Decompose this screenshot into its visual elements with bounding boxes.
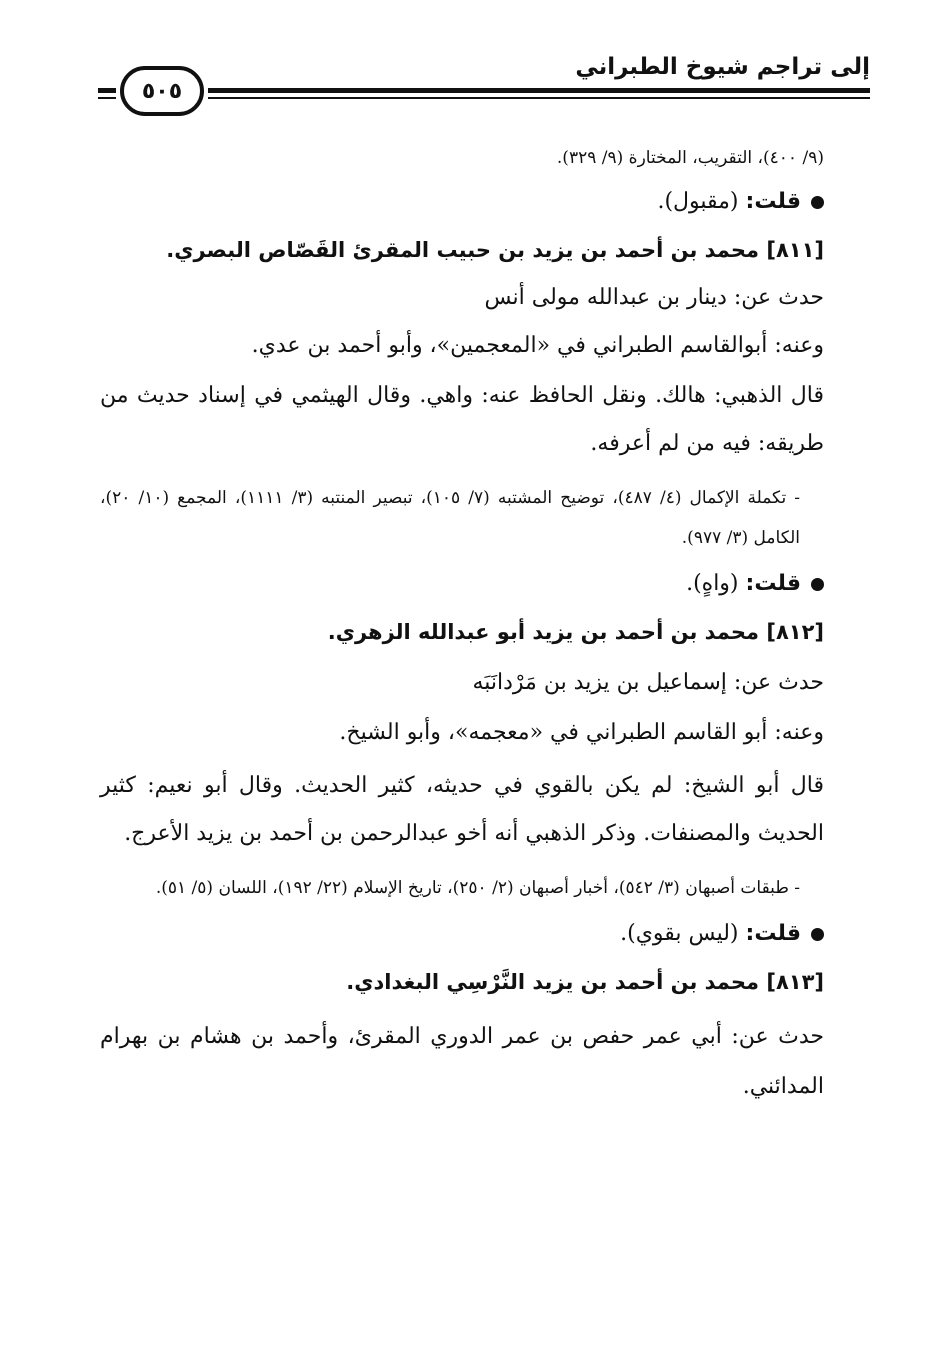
- verdict-text: (واهٍ).: [686, 571, 739, 596]
- verdict-label: قلت:: [745, 921, 801, 946]
- header-rule-left-thick: [98, 88, 116, 93]
- verdict-line: [100, 180, 870, 224]
- narrated-by: وعنه: أبو القاسم الطبراني في «معجمه»، وأبو الشيخ.: [339, 720, 824, 745]
- entry-heading-812: [٨١٢] محمد بن أحمد بن يزيد أبو عبدالله الزهري.: [327, 620, 824, 644]
- entry-heading-813: [٨١٣] محمد بن أحمد بن يزيد النَّرْسِي البغدادي.: [346, 970, 824, 994]
- running-title: إلى تراجم شيوخ الطبراني: [575, 54, 870, 80]
- verdict-label: قلت:: [745, 189, 801, 214]
- bullet-icon: [811, 196, 824, 209]
- scholar-opinions: قال الذهبي: هالك. ونقل الحافظ عنه: واهي. وقال الهيثمي في إسناد حديث من طريقه: فيه من لم أعرفه.: [100, 383, 824, 456]
- page-content: [100, 140, 870, 1112]
- page-number: ٥٠٥: [141, 78, 183, 104]
- header-rule-left-thin: [98, 97, 116, 99]
- header-rule-thin: [208, 97, 870, 99]
- scholar-opinions: قال أبو الشيخ: لم يكن بالقوي في حديثه، كثير الحديث. وقال أبو نعيم: كثير الحديث والمصنفات. وذكر الذهبي أنه أخو عبدالرحمن بن أحمد بن يزيد الأعرج.: [100, 773, 824, 846]
- references-list: - طبقات أصبهان (٣/ ٥٤٢)، أخبار أصبهان (٢/ ٢٥٠)، تاريخ الإسلام (٢٢/ ١٩٢)، اللسان (٥/ ٥١).: [155, 878, 800, 898]
- entry-heading-811: [٨١١] محمد بن أحمد بن يزيد بن حبيب المقرئ القَصّاص البصري.: [166, 238, 824, 262]
- bullet-icon: [811, 928, 824, 941]
- narrated-from: حدث عن: إسماعيل بن يزيد بن مَرْدانَبَه: [472, 670, 824, 695]
- reference-continuation: (٩/ ٤٠٠)، التقريب، المختارة (٩/ ٣٢٩).: [556, 148, 824, 168]
- page-header: [98, 48, 870, 110]
- header-rule-thick: [208, 88, 870, 93]
- verdict-line: [100, 562, 870, 606]
- narrated-from: حدث عن: أبي عمر حفص بن عمر الدوري المقرئ، وأحمد بن هشام بن بهرام المدائني.: [100, 1024, 824, 1099]
- references-list: - تكملة الإكمال (٤/ ٤٨٧)، توضيح المشتبه (٧/ ١٠٥)، تبصير المنتبه (٣/ ١١١١)، المجمع (١٠/ ٢٠)، الكامل (٣/ ٩٧٧).: [100, 488, 800, 548]
- narrated-by: وعنه: أبوالقاسم الطبراني في «المعجمين»، وأبو أحمد بن عدي.: [251, 333, 824, 358]
- verdict-label: قلت:: [745, 571, 801, 596]
- verdict-text: (مقبول).: [657, 189, 739, 214]
- narrated-from: حدث عن: دينار بن عبدالله مولى أنس: [484, 285, 824, 310]
- bullet-icon: [811, 578, 824, 591]
- page-number-badge: [120, 66, 204, 116]
- verdict-text: (ليس بقوي).: [620, 921, 739, 946]
- verdict-line: [100, 912, 870, 956]
